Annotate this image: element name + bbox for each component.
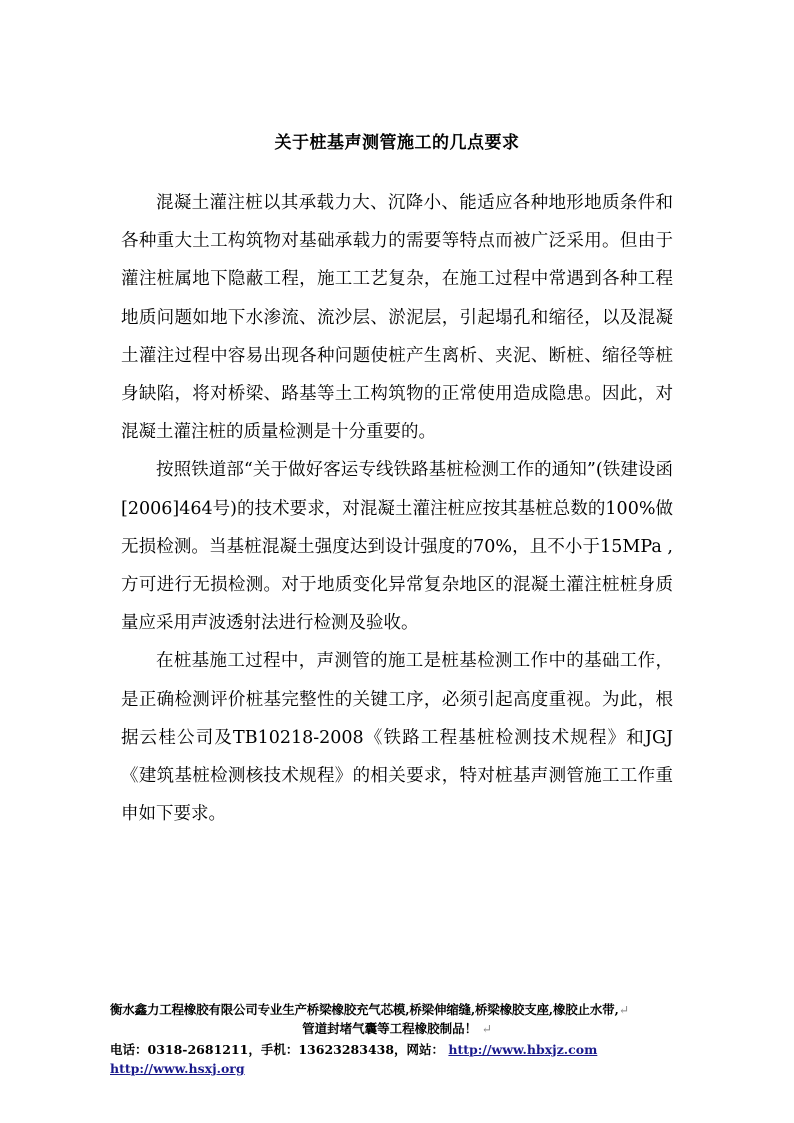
paragraph-mark-icon: ↵ xyxy=(618,1002,629,1017)
footer-products-cont-text: 管道封堵气囊等工程橡胶制品！ xyxy=(302,1021,478,1036)
footer-line-products xyxy=(110,1000,684,1019)
document-body xyxy=(121,184,673,833)
footer-line-products-cont xyxy=(110,1019,684,1038)
footer-contact-text: 电话：0318-2681211，手机：13623283438，网站： xyxy=(110,1042,445,1057)
website-link-1[interactable]: http://www.hbxjz.com xyxy=(448,1042,598,1057)
document-title: 关于桩基声测管施工的几点要求 xyxy=(274,133,520,153)
paragraph: 在桩基施工过程中，声测管的施工是桩基检测工作中的基础工作，是正确检测评价桩基完整性的关键工序，必须引起高度重视。为此，根据云桂公司及TB10218-2008《铁路工程基桩检测技术规程》和JGJ《建筑基桩检测核技术规程》的相关要求，特对桩基声测管施工工作重申如下要求。 xyxy=(121,651,673,825)
website-link-2[interactable]: http://www.hsxj.org xyxy=(110,1061,245,1076)
paragraph-mark-icon: ↵ xyxy=(481,1021,492,1036)
footer-line-contact xyxy=(110,1040,684,1078)
footer-products-text: 衡水鑫力工程橡胶有限公司专业生产桥梁橡胶充气芯模,桥梁伸缩缝,桥梁橡胶支座,橡胶止水带, xyxy=(110,1002,619,1017)
paragraph: 按照铁道部“关于做好客运专线铁路基桩检测工作的通知”(铁建设函[2006]464号)的技术要求，对混凝土灌注桩应按其基桩总数的100%做无损检测。当基桩混凝土强度达到设计强度的70%，且不小于15MPa ,方可进行无损检测。对于地质变化异常复杂地区的混凝土灌注桩桩身质量应采用声波透射法进行检测及验收。 xyxy=(121,460,673,634)
paragraph: 混凝土灌注桩以其承载力大、沉降小、能适应各种地形地质条件和各种重大土工构筑物对基础承载力的需要等特点而被广泛采用。但由于灌注桩属地下隐蔽工程，施工工艺复杂，在施工过程中常遇到各种工程地质问题如地下水渗流、流沙层、淤泥层，引起塌孔和缩径，以及混凝土灌注过程中容易出现各种问题使桩产生离析、夹泥、断桩、缩径等桩身缺陷，将对桥梁、路基等土工构筑物的正常使用造成隐患。因此，对混凝土灌注桩的质量检测是十分重要的。 xyxy=(121,193,673,443)
company-footer xyxy=(110,1000,684,1078)
